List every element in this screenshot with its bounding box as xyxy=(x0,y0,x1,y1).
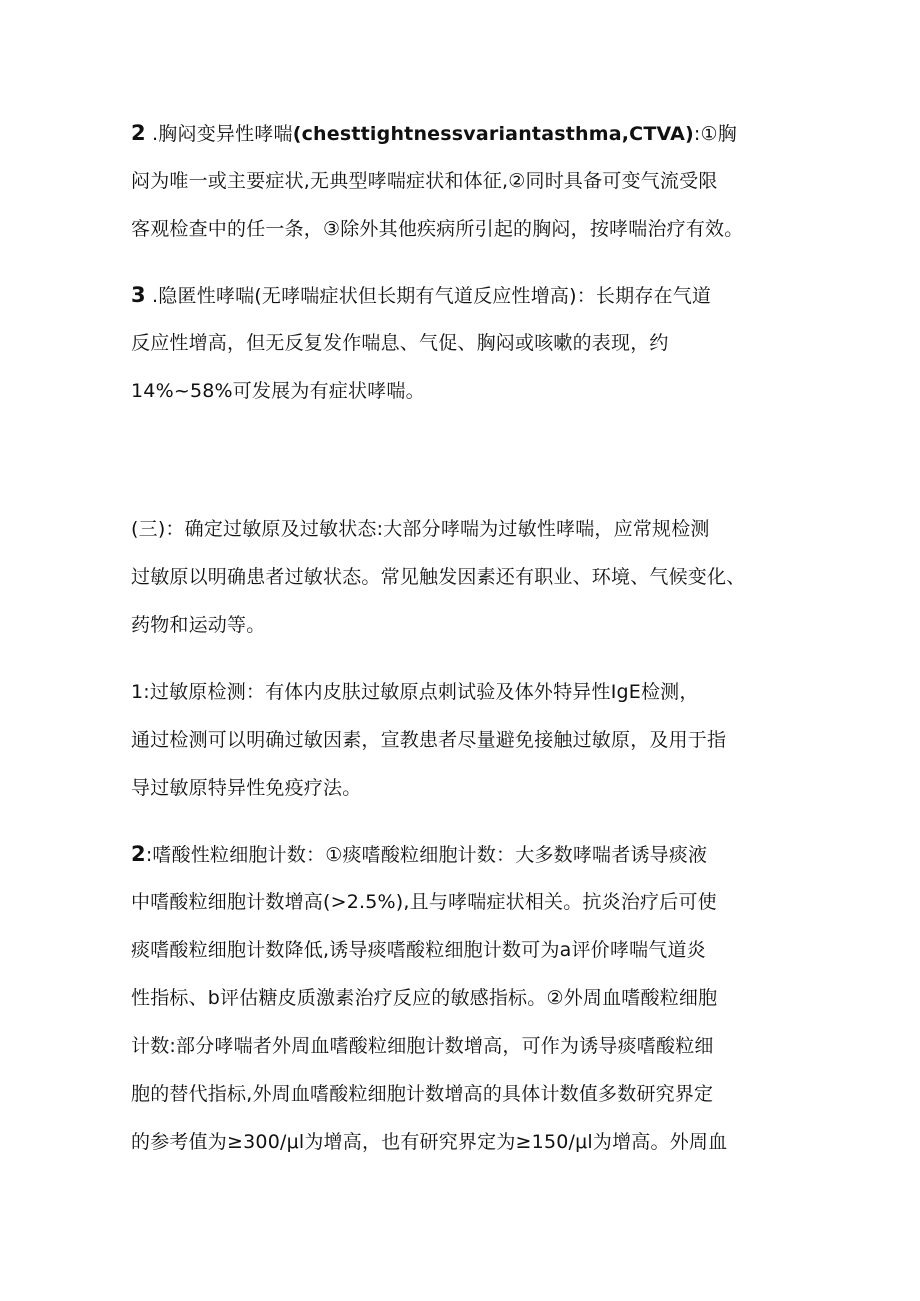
text-line: 通过检测可以明确过敏因素，宣教患者尽量避免接触过敏原，及用于指 xyxy=(131,729,727,751)
text-line: 药物和运动等。 xyxy=(131,614,266,636)
line-text: .隐匿性哮喘(无哮喘症状但长期有气道反应性增高)：长期存在气道 xyxy=(145,285,712,307)
english-term: (chesttightnessvariantasthma,CTVA) xyxy=(292,123,694,145)
paragraph-allergen-status xyxy=(131,505,811,649)
section-number: 2 xyxy=(131,842,146,866)
line-text: :嗜酸性粒细胞计数：①痰嗜酸粒细胞计数：大多数哮喘者诱导痰液 xyxy=(145,844,708,866)
text-line: 的参考值为≥300/μl为增高，也有研究界定为≥150/μl为增高。外周血 xyxy=(131,1131,728,1153)
text-line xyxy=(131,830,811,878)
text-line: (三)：确定过敏原及过敏状态:大部分哮喘为过敏性哮喘，应常规检测 xyxy=(131,518,710,540)
text-line: 导过敏原特异性免疫疗法。 xyxy=(131,777,362,799)
text-line: 1:过敏原检测：有体内皮肤过敏原点刺试验及体外特异性IgE检测， xyxy=(131,681,699,703)
paragraph-eosinophil-count xyxy=(131,830,811,1166)
section-number: 3 xyxy=(131,283,146,307)
text-line: 痰嗜酸粒细胞计数降低,诱导痰嗜酸粒细胞计数可为a评价哮喘气道炎 xyxy=(131,939,706,961)
text-line: 中嗜酸粒细胞计数增高(>2.5%),且与哮喘症状相关。抗炎治疗后可使 xyxy=(131,891,717,913)
text-line: 计数:部分哮喘者外周血嗜酸粒细胞计数增高，可作为诱导痰嗜酸粒细 xyxy=(131,1035,714,1057)
text-line: 过敏原以明确患者过敏状态。常见触发因素还有职业、环境、气候变化、 xyxy=(131,566,746,588)
line-text: .胸闷变异性哮喘 xyxy=(145,123,293,145)
paragraph-occult-asthma xyxy=(131,271,811,415)
paragraph-chest-tightness-variant-asthma xyxy=(131,109,811,253)
text-line: 胞的替代指标,外周血嗜酸粒细胞计数增高的具体计数值多数研究界定 xyxy=(131,1083,714,1105)
text-line: 14%~58%可发展为有症状哮喘。 xyxy=(131,380,425,402)
text-line xyxy=(131,109,811,157)
text-line: 反应性增高，但无反复发作喘息、气促、胸闷或咳嗽的表现，约 xyxy=(131,332,669,354)
section-number: 2 xyxy=(131,121,146,145)
line-text: :①胸 xyxy=(693,123,737,145)
text-line: 客观检查中的任一条，③除外其他疾病所引起的胸闷，按哮喘治疗有效。 xyxy=(131,218,744,240)
text-line: 闷为唯一或主要症状,无典型哮喘症状和体征,②同时具备可变气流受限 xyxy=(131,170,718,192)
text-line: 性指标、b评估糖皮质激素治疗反应的敏感指标。②外周血嗜酸粒细胞 xyxy=(131,987,718,1009)
paragraph-allergen-testing xyxy=(131,668,811,812)
text-line xyxy=(131,271,811,319)
